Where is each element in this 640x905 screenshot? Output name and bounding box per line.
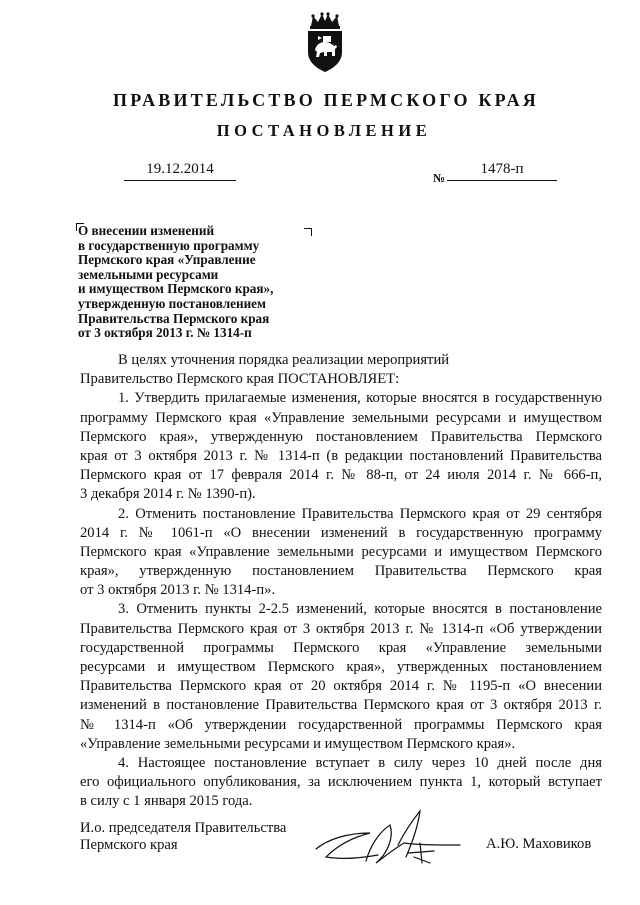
body-line: Правительство Пермского края ПОСТАНОВЛЯЕТ: [80, 371, 400, 388]
coat-of-arms-emblem [301, 12, 349, 74]
document-type: ПОСТАНОВЛЕНИЕ [216, 121, 432, 140]
subject-line: утвержденную постановлением [78, 295, 267, 311]
document-subject [78, 224, 310, 341]
subject-line: Правительства Пермского края [78, 310, 270, 326]
body-line: «Управление земельными ресурсами и имуществом Пермского края». [80, 735, 516, 752]
subject-line: Пермского края «Управление [78, 252, 256, 268]
document-number: 1478-п [480, 161, 524, 177]
subject-line: О внесении изменений [78, 223, 215, 238]
body-line: 2. Отменить постановление Правительства Пермского края от 29 сентября [118, 505, 602, 522]
subject-line: в государственную программу [78, 237, 260, 253]
document-body [80, 351, 602, 812]
body-line: его официального опубликования, за исключением пункта 1, который вступает [80, 774, 602, 791]
body-line: края», утвержденную постановлением Правительства Пермского края [80, 563, 602, 580]
body-line: № 1314-п «Об утверждении государственной программы Пермского края [80, 716, 602, 733]
signatory-position [80, 820, 286, 853]
body-line: Пермского края», утвержденную постановлением Правительства Пермского [80, 428, 602, 445]
body-line: программу Пермского края «Управление земельными ресурсами и имуществом [80, 409, 602, 426]
number-underline [447, 180, 557, 181]
body-line: 2014 г. № 1061-п «О внесении изменений в государственную программу [80, 524, 602, 541]
body-line: В целях уточнения порядка реализации мероприятий [118, 352, 450, 368]
number-sign: № [433, 171, 446, 185]
organization-name: ПРАВИТЕЛЬСТВО ПЕРМСКОГО КРАЯ [113, 90, 539, 110]
body-line: Пермского края от 17 февраля 2014 г. № 88-п, от 24 июля 2014 г. № 666-п, [80, 467, 602, 484]
signatory-position-line: Пермского края [80, 836, 178, 853]
document-date: 19.12.2014 [146, 161, 214, 177]
body-line: 3 декабря 2014 г. № 1390-п). [80, 486, 256, 503]
body-line: изменений в постановление Правительства Пермского края от 3 октября 2013 г. [80, 697, 602, 714]
body-line: Правительства Пермского края от 20 октября 2014 г. № 1195-п «О внесении [80, 678, 602, 695]
body-line: государственной программы Пермского края «Управление земельными [80, 639, 602, 656]
body-line: 4. Настоящее постановление вступает в силу через 10 дней после дня [118, 754, 602, 771]
body-line: 3. Отменить пункты 2-2.5 изменений, которые вносятся в постановление [118, 601, 602, 618]
signatory-name: А.Ю. Маховиков [486, 836, 592, 852]
body-line: от 3 октября 2013 г. № 1314-п». [80, 582, 276, 599]
date-field [124, 161, 236, 181]
number-field [447, 161, 557, 181]
subject-line: от 3 октября 2013 г. № 1314-п [78, 325, 252, 341]
body-line: в силу с 1 января 2015 года. [80, 793, 253, 810]
subject-line: земельными ресурсами [78, 266, 219, 282]
subject-line: и имуществом Пермского края», [78, 281, 274, 297]
date-underline [124, 180, 236, 181]
body-line: Пермского края «Управление земельными ресурсами и имуществом Пермского [80, 543, 602, 560]
body-line: 1. Утвердить прилагаемые изменения, которые вносятся в государственную [118, 390, 602, 407]
body-line: Правительства Пермского края от 3 октября 2013 г. № 1314-п «Об утверждении [80, 620, 602, 637]
handwritten-signature [308, 803, 468, 875]
body-line: ресурсами и имуществом Пермского края», утвержденных постановлением [80, 659, 602, 675]
body-line: края от 3 октября 2013 г. № 1314-п (в редакции постановлений Правительства [80, 447, 602, 464]
signatory-position-line: И.о. председателя Правительства [80, 820, 287, 836]
